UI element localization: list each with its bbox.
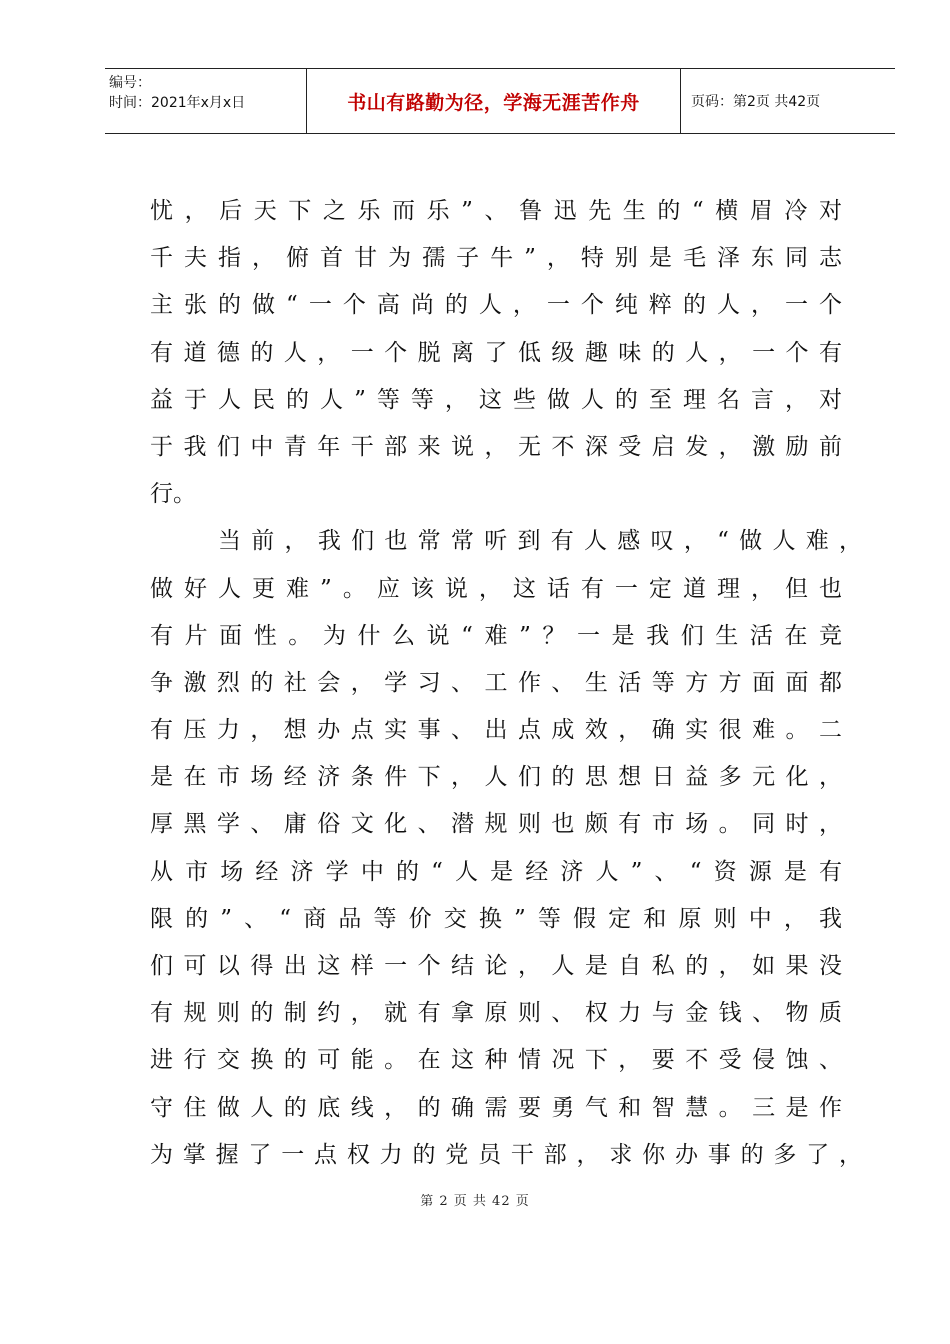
text-line: 益于人民的人”等等，这些做人的至理名言，对 <box>150 386 842 413</box>
header-motto: 书山有路勤为径，学海无涯苦作舟 <box>347 91 640 114</box>
document-number-label: 编号： <box>109 75 151 91</box>
text-line: 有道德的人，一个脱离了低级趣味的人，一个有 <box>150 339 842 366</box>
text-line: 行。 <box>150 481 196 508</box>
page-footer <box>0 1190 950 1209</box>
header-page-info: 页码：第2页 共42页 <box>691 94 821 110</box>
footer-page-number: 第 2 页 共 42 页 <box>420 1194 530 1209</box>
text-line: 为掌握了一点权力的党员干部，求你办事的多了， <box>150 1141 862 1168</box>
page-header <box>105 68 895 134</box>
text-line: 有规则的制约，就有拿原则、权力与金钱、物质 <box>150 1000 842 1027</box>
text-line: 们可以得出这样一个结论，人是自私的，如果没 <box>150 953 842 979</box>
text-line: 于我们中青年干部来说，无不深受启发，激励前 <box>150 433 842 460</box>
document-time-label: 时间：2021年x月x日 <box>109 95 246 111</box>
paragraph-first-line: 当前，我们也常常听到有人感叹，“做人难， <box>218 528 862 555</box>
text-line: 主张的做“一个高尚的人，一个纯粹的人，一个 <box>150 292 842 319</box>
text-line: 限的”、“商品等价交换”等假定和原则中，我 <box>150 905 842 932</box>
text-line: 进行交换的可能。在这种情况下，要不受侵蚀、 <box>150 1047 842 1074</box>
text-line: 有片面性。为什么说“难”？一是我们生活在竞 <box>150 622 842 649</box>
text-line: 做好人更难”。应该说，这话有一定道理，但也 <box>150 575 842 602</box>
text-line: 千夫指，俯首甘为孺子牛”，特别是毛泽东同志 <box>150 245 842 272</box>
body-text <box>150 188 870 1179</box>
text-line: 有压力，想办点实事、出点成效，确实很难。二 <box>150 717 842 744</box>
text-line: 厚黑学、庸俗文化、潜规则也颇有市场。同时， <box>150 811 842 838</box>
header-page-cell <box>681 69 895 133</box>
text-line: 从市场经济学中的“人是经济人”、“资源是有 <box>150 858 842 885</box>
text-line: 忧，后天下之乐而乐”、鲁迅先生的“横眉冷对 <box>150 198 842 224</box>
text-line: 守住做人的底线，的确需要勇气和智慧。三是作 <box>150 1094 842 1121</box>
header-meta-cell <box>105 69 307 133</box>
text-line: 是在市场经济条件下，人们的思想日益多元化， <box>150 764 842 791</box>
header-motto-cell <box>307 69 681 133</box>
text-line: 争激烈的社会，学习、工作、生活等方方面面都 <box>150 669 842 696</box>
